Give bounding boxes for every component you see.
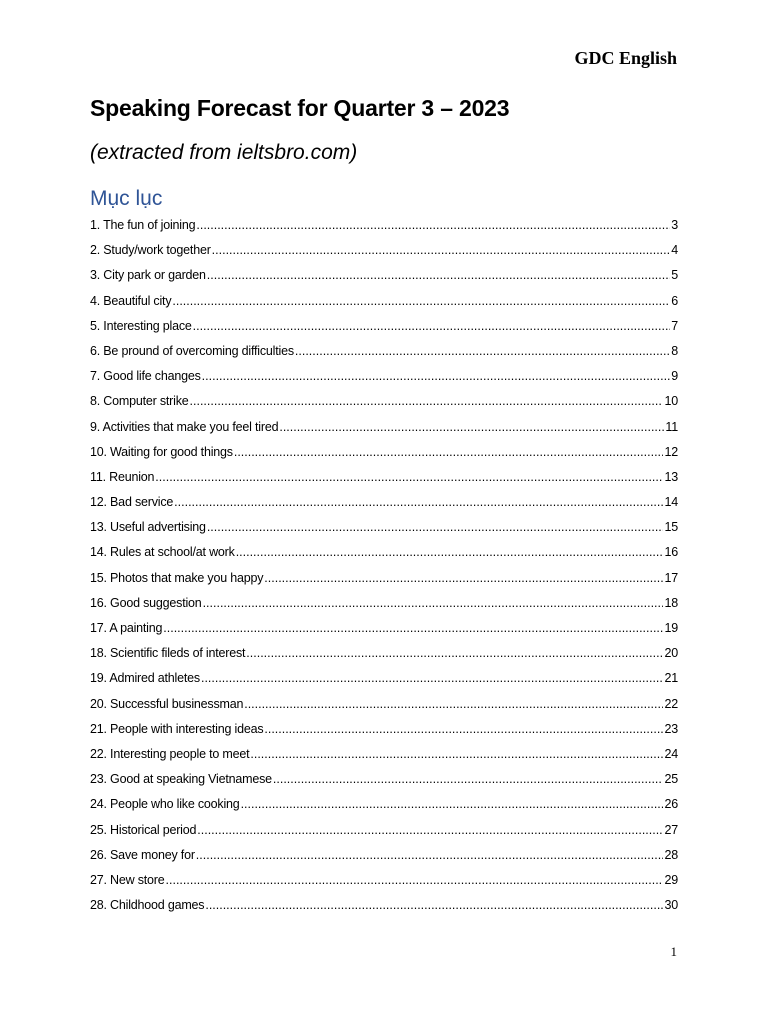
toc-dot-leader xyxy=(203,596,664,610)
toc-entry-label: 19. Admired athletes xyxy=(90,671,200,686)
toc-dot-leader xyxy=(172,294,670,308)
toc-dot-leader xyxy=(207,268,670,282)
toc-dot-leader xyxy=(166,873,664,887)
toc-entry-page: 22 xyxy=(664,696,678,711)
toc-entry-page: 5 xyxy=(671,268,678,283)
toc-dot-leader xyxy=(196,848,664,862)
toc-entry-page: 26 xyxy=(664,797,678,812)
toc-entry[interactable] xyxy=(90,344,678,369)
toc-entry-page: 12 xyxy=(664,444,678,459)
toc-dot-leader xyxy=(174,495,663,509)
toc-entry[interactable] xyxy=(90,621,678,646)
toc-entry-label: 28. Childhood games xyxy=(90,898,205,913)
toc-dot-leader xyxy=(193,319,671,333)
toc-entry[interactable] xyxy=(90,243,678,268)
toc-entry[interactable] xyxy=(90,747,678,772)
toc-entry-label: 8. Computer strike xyxy=(90,394,189,409)
toc-entry[interactable] xyxy=(90,848,678,873)
toc-entry-page: 15 xyxy=(664,520,678,535)
toc-entry-label: 27. New store xyxy=(90,872,165,887)
toc-entry-page: 13 xyxy=(664,469,678,484)
toc-entry[interactable] xyxy=(90,596,678,621)
toc-entry-label: 25. Historical period xyxy=(90,822,197,837)
toc-entry[interactable] xyxy=(90,394,678,419)
toc-entry-page: 10 xyxy=(664,394,678,409)
page-number: 1 xyxy=(670,944,677,959)
toc-entry[interactable] xyxy=(90,823,678,848)
toc-dot-leader xyxy=(212,243,671,257)
toc-entry-label: 11. Reunion xyxy=(90,469,155,484)
document-subtitle: (extracted from ieltsbro.com) xyxy=(90,141,358,164)
toc-entry-page: 23 xyxy=(664,721,678,736)
toc-entry-label: 5. Interesting place xyxy=(90,318,192,333)
toc-dot-leader xyxy=(250,747,663,761)
toc-dot-leader xyxy=(207,520,664,534)
toc-entry-label: 26. Save money for xyxy=(90,847,195,862)
toc-entry-page: 17 xyxy=(664,570,678,585)
toc-entry-label: 20. Successful businessman xyxy=(90,696,244,711)
toc-entry-page: 25 xyxy=(664,772,678,787)
toc-dot-leader xyxy=(205,898,663,912)
toc-dot-leader xyxy=(264,722,663,736)
toc-entry-label: 6. Be pround of overcoming difficulties xyxy=(90,343,294,358)
toc-entry[interactable] xyxy=(90,520,678,545)
toc-entry-label: 21. People with interesting ideas xyxy=(90,721,264,736)
toc-entry-label: 12. Bad service xyxy=(90,495,174,510)
document-title: Speaking Forecast for Quarter 3 – 2023 xyxy=(90,95,510,121)
toc-dot-leader xyxy=(155,470,663,484)
toc-dot-leader xyxy=(273,772,664,786)
toc-entry[interactable] xyxy=(90,571,678,596)
toc-dot-leader xyxy=(279,420,664,434)
toc-dot-leader xyxy=(295,344,670,358)
toc-dot-leader xyxy=(202,369,671,383)
toc-entry-page: 6 xyxy=(671,293,678,308)
toc-entry-page: 19 xyxy=(664,621,678,635)
toc-entry-page: 18 xyxy=(664,595,678,610)
toc-entry[interactable] xyxy=(90,772,678,797)
toc-entry[interactable] xyxy=(90,697,678,722)
toc-entry[interactable] xyxy=(90,445,678,470)
toc-dot-leader xyxy=(236,545,664,559)
toc-entry[interactable] xyxy=(90,319,678,344)
header-brand: GDC English xyxy=(574,48,677,68)
toc-entry[interactable] xyxy=(90,420,678,445)
toc-entry-page: 8 xyxy=(671,343,678,358)
toc-entry[interactable] xyxy=(90,545,678,570)
toc-dot-leader xyxy=(244,697,663,711)
toc-entry-page: 9 xyxy=(671,369,678,384)
toc-entry[interactable] xyxy=(90,495,678,520)
toc-entry-label: 2. Study/work together xyxy=(90,243,211,258)
toc-entry-label: 16. Good suggestion xyxy=(90,595,202,610)
toc-entry-label: 17. A painting xyxy=(90,621,163,635)
toc-entry-page: 20 xyxy=(664,646,678,661)
toc-entry[interactable] xyxy=(90,646,678,671)
toc-entry-label: 7. Good life changes xyxy=(90,369,201,384)
toc-entry-page: 14 xyxy=(664,495,678,510)
toc-entry[interactable] xyxy=(90,722,678,747)
toc-dot-leader xyxy=(241,797,664,811)
toc-entry[interactable] xyxy=(90,898,678,923)
toc-dot-leader xyxy=(246,646,663,660)
toc-entry-label: 18. Scientific fileds of interest xyxy=(90,646,246,661)
toc-entry[interactable] xyxy=(90,873,678,898)
toc-entry-label: 10. Waiting for good things xyxy=(90,444,233,459)
toc-entry-label: 22. Interesting people to meet xyxy=(90,746,250,761)
toc-dot-leader xyxy=(163,621,663,635)
toc-entry[interactable] xyxy=(90,671,678,696)
toc-entry-label: 24. People who like cooking xyxy=(90,797,240,812)
toc-entry-page: 27 xyxy=(664,822,678,837)
toc-dot-leader xyxy=(201,671,664,685)
toc-dot-leader xyxy=(264,571,663,585)
toc-dot-leader xyxy=(197,823,663,837)
toc-entry-label: 9. Activities that make you feel tired xyxy=(90,419,279,434)
toc-entry-page: 29 xyxy=(664,872,678,887)
toc-entry[interactable] xyxy=(90,797,678,822)
toc-heading: Mục lục xyxy=(90,187,163,210)
toc-entry[interactable] xyxy=(90,294,678,319)
toc-entry-label: 13. Useful advertising xyxy=(90,520,206,535)
toc-entry-page: 7 xyxy=(671,318,678,333)
toc-entry-label: 3. City park or garden xyxy=(90,268,206,283)
toc-entry-page: 16 xyxy=(664,545,678,560)
table-of-contents xyxy=(90,218,678,923)
toc-entry-page: 3 xyxy=(671,218,678,232)
toc-dot-leader xyxy=(190,394,664,408)
toc-entry-label: 23. Good at speaking Vietnamese xyxy=(90,772,272,787)
toc-entry-page: 30 xyxy=(664,898,678,913)
toc-entry-label: 4. Beautiful city xyxy=(90,293,172,308)
toc-entry-page: 24 xyxy=(664,746,678,761)
toc-entry-page: 28 xyxy=(664,847,678,862)
toc-entry-page: 11 xyxy=(665,419,678,434)
toc-entry[interactable] xyxy=(90,268,678,293)
toc-dot-leader xyxy=(196,218,670,232)
toc-entry[interactable] xyxy=(90,470,678,495)
toc-entry-page: 21 xyxy=(664,671,678,686)
toc-entry-page: 4 xyxy=(671,243,678,258)
toc-entry[interactable] xyxy=(90,369,678,394)
toc-entry-label: 15. Photos that make you happy xyxy=(90,570,264,585)
toc-entry[interactable] xyxy=(90,218,678,243)
toc-entry-label: 14. Rules at school/at work xyxy=(90,545,235,560)
toc-dot-leader xyxy=(234,445,664,459)
toc-entry-label: 1. The fun of joining xyxy=(90,218,196,232)
